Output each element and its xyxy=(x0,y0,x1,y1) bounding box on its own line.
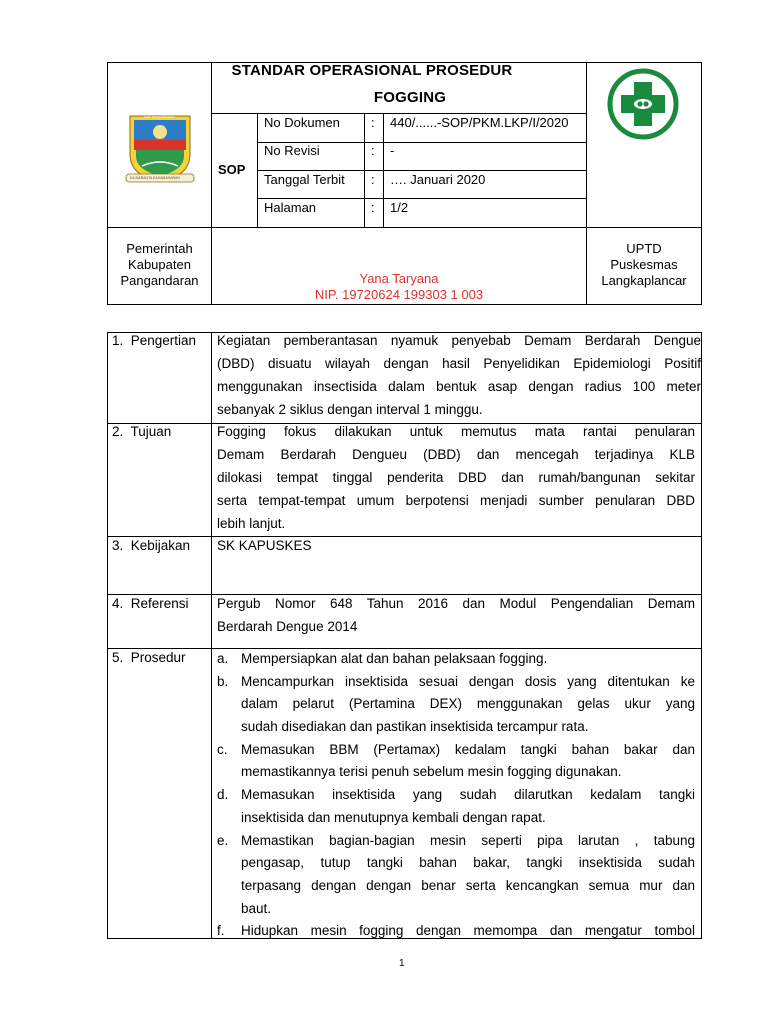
step-line: Mempersiapkan alat dan bahan pelaksaan fogging. xyxy=(241,651,548,666)
text-line: menggunakan insectisida dalam bentuk asap dengan radius 100 meter xyxy=(217,379,701,394)
left-org-line1: Pemerintah xyxy=(126,241,193,256)
step-line: Mencampurkan insektisida sesuai dengan dosis yang ditentukan ke xyxy=(241,673,695,689)
procedure-step-e xyxy=(217,830,695,921)
left-org-line2: Kabupaten xyxy=(128,257,191,272)
page-number: 1 xyxy=(399,958,405,969)
procedure-step-c xyxy=(217,739,695,784)
step-line: insektisida dan menutupnya kembali dengan rapat. xyxy=(241,809,546,825)
section-label-kebijakan: 3. Kebijakan xyxy=(112,538,191,553)
signer-nip: NIP. 19720624 199303 1 003 xyxy=(314,287,484,302)
step-line: dalam pelarut (Pertamina DEX) menggunakan gelas ukur yang xyxy=(241,696,695,712)
step-letter: c. xyxy=(217,741,228,757)
step-line: sudah disediakan dan pastikan insektisida tercampur rata. xyxy=(241,719,589,735)
revision-value: - xyxy=(390,143,395,158)
page-sep: : xyxy=(371,200,375,215)
doc-number-label: No Dokumen xyxy=(264,115,340,130)
step-letter: a. xyxy=(217,651,229,666)
section-text-kebijakan xyxy=(217,534,695,557)
logo-text-bottom: KA MARANTA KASAMAHARAN xyxy=(130,176,180,180)
procedure-step-a xyxy=(217,648,695,671)
text-line: sebanyak 2 siklus dengan interval 1 minggu. xyxy=(217,402,483,417)
section-label-tujuan: 2. Tujuan xyxy=(112,424,172,439)
procedure-list xyxy=(217,648,695,943)
section-label-pengertian: 1. Pengertian xyxy=(112,333,197,348)
procedure-step-b xyxy=(217,671,695,739)
revision-sep: : xyxy=(371,143,375,158)
issue-date-sep: : xyxy=(371,172,375,187)
text-line: Kegiatan pemberantasan nyamuk penyebab Demam Berdarah Dengue xyxy=(217,333,701,348)
procedure-step-d xyxy=(217,784,695,829)
text-line: SK KAPUSKES xyxy=(217,538,312,553)
text-line: lebih lanjut. xyxy=(217,516,286,531)
right-org-line2: Puskesmas xyxy=(610,257,678,272)
step-line: Hidupkan mesin fogging dengan memompa dan mengatur tombol xyxy=(241,923,695,939)
right-org-line1: UPTD xyxy=(626,241,662,256)
issue-date-label: Tanggal Terbit xyxy=(264,172,345,187)
procedure-step-f xyxy=(217,920,695,943)
step-letter: d. xyxy=(217,787,229,803)
step-letter: f. xyxy=(217,923,225,939)
section-label-prosedur: 5. Prosedur xyxy=(112,650,186,665)
puskesmas-logo xyxy=(603,64,683,144)
step-line: Memasukan BBM (Pertamax) kedalam tangki bahan bakar dan xyxy=(241,741,695,757)
signer-name: Yana Taryana xyxy=(359,271,439,286)
doc-number-sep: : xyxy=(371,115,375,130)
section-text-tujuan xyxy=(217,420,695,535)
right-org-line3: Langkaplancar xyxy=(601,273,687,288)
sop-subtitle: FOGGING xyxy=(373,89,447,106)
step-letter: e. xyxy=(217,832,229,848)
revision-label: No Revisi xyxy=(264,143,320,158)
text-line: Fogging fokus dilakukan untuk memutus mata rantai penularan xyxy=(217,424,695,439)
text-line: Berdarah Dengue 2014 xyxy=(217,619,358,634)
step-line: pengasap, tutup tangki bahan bakar, tangki insektisida sudah xyxy=(241,855,695,871)
text-line: Demam Berdarah Dengueu (DBD) dan mencegah terjadinya KLB xyxy=(217,447,695,462)
text-line: dilokasi tempat tinggal penderita DBD dan rumah/bangunan sekitar xyxy=(217,470,695,485)
step-line: memastikannya terisi penuh sebelum mesin fogging digunakan. xyxy=(241,764,622,780)
step-line: Memastikan bagian-bagian mesin seperti pipa larutan , tabung xyxy=(241,832,695,848)
doc-number-value: 440/......-SOP/PKM.LKP/I/2020 xyxy=(390,115,569,130)
section-text-pengertian xyxy=(217,329,701,421)
step-line: baut. xyxy=(241,900,272,916)
section-text-referensi xyxy=(217,592,695,638)
logo-text-top: KAB. PANGANDARAN xyxy=(144,115,175,119)
issue-date-value: …. Januari 2020 xyxy=(390,172,486,187)
section-label-referensi: 4. Referensi xyxy=(112,596,189,611)
step-letter: b. xyxy=(217,673,229,689)
step-line: Memasukan insektisida yang sudah dilarutkan kedalam tangki xyxy=(241,787,695,803)
page-value: 1/2 xyxy=(390,200,409,215)
left-org-line3: Pangandaran xyxy=(120,273,199,288)
text-line: serta tempat-tempat umum berpotensi menjadi sumber penularan DBD xyxy=(217,493,695,508)
step-line: terpasang dengan dengan benar serta kencangkan semua mur dan xyxy=(241,877,695,893)
text-line: (DBD) disuatu wilayah dengan hasil Penyelidikan Epidemiologi Positif xyxy=(217,356,701,371)
text-line: Pergub Nomor 648 Tahun 2016 dan Modul Pengendalian Demam xyxy=(217,596,695,611)
sop-label: SOP xyxy=(218,162,246,177)
page-label: Halaman xyxy=(264,200,317,215)
sop-title: STANDAR OPERASIONAL PROSEDUR xyxy=(231,62,513,79)
kabupaten-logo xyxy=(122,110,198,186)
